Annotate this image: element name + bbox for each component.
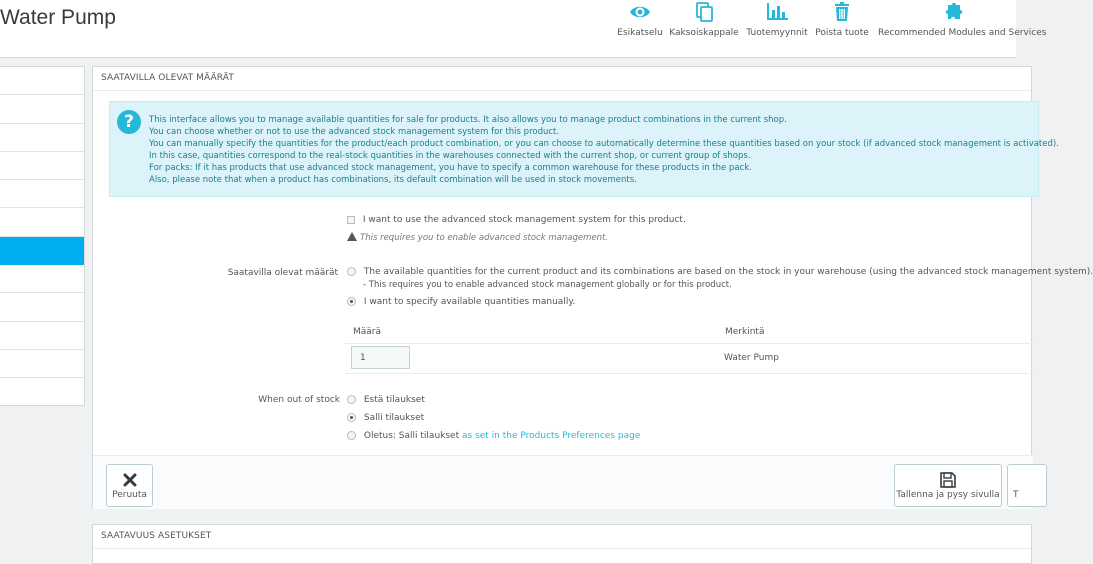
sidebar-item[interactable] bbox=[0, 124, 84, 152]
save-and-stay-button[interactable] bbox=[894, 464, 1002, 507]
close-icon bbox=[122, 472, 138, 488]
sidebar-item[interactable] bbox=[0, 322, 84, 350]
product-sales-label: Tuotemyynnit bbox=[746, 28, 808, 38]
availability-settings-panel bbox=[92, 524, 1032, 564]
cancel-button[interactable] bbox=[106, 464, 153, 507]
preview-label: Esikatselu bbox=[617, 28, 663, 38]
info-line: This interface allows you to manage available quantities for sale for products. It also allows you to manage product combinations in the current shop. bbox=[149, 115, 787, 125]
product-tabs-sidebar bbox=[0, 66, 85, 406]
info-line: You can manually specify the quantities for the product/each product combination, or you can choose to automatically determine these quantities based on your stock (if advanced stock management is activated). bbox=[149, 139, 1059, 150]
column-header-name: Merkintä bbox=[725, 327, 765, 337]
panel-heading: SAATAVILLA OLEVAT MÄÄRÄT bbox=[93, 67, 1031, 91]
info-line: You can choose whether or not to use the advanced stock management system for this product. bbox=[149, 127, 560, 138]
manual-qty-radio[interactable] bbox=[347, 297, 356, 306]
table-divider bbox=[345, 373, 1035, 374]
trash-icon bbox=[830, 1, 854, 23]
page-header bbox=[0, 0, 1047, 58]
sidebar-item[interactable] bbox=[0, 152, 84, 180]
auto-qty-radio[interactable] bbox=[347, 267, 356, 276]
page-title: Water Pump bbox=[0, 6, 116, 29]
save-label: T bbox=[1013, 490, 1019, 500]
sidebar-item[interactable] bbox=[0, 237, 84, 265]
sidebar-item[interactable] bbox=[0, 293, 84, 321]
copy-icon bbox=[692, 1, 716, 23]
eye-icon bbox=[628, 1, 652, 23]
cancel-label: Peruuta bbox=[112, 490, 147, 500]
auto-qty-hint: - This requires you to enable advanced stock management globally or for this product. bbox=[363, 280, 732, 290]
default-orders-radio[interactable] bbox=[347, 431, 356, 440]
duplicate-label: Kaksoiskappale bbox=[669, 28, 739, 38]
default-orders-option[interactable] bbox=[347, 431, 640, 441]
advanced-stock-hint-text: This requires you to enable advanced stock management. bbox=[360, 233, 608, 243]
column-header-quantity: Määrä bbox=[353, 327, 382, 337]
table-cell-name: Water Pump bbox=[724, 353, 779, 363]
info-alert bbox=[109, 101, 1059, 197]
out-of-stock-label: When out of stock bbox=[258, 395, 340, 405]
save-button[interactable] bbox=[1007, 464, 1047, 507]
recommended-modules-button[interactable] bbox=[878, 0, 1047, 44]
advanced-stock-label: I want to use the advanced stock management system for this product. bbox=[362, 215, 686, 225]
advanced-stock-checkbox[interactable] bbox=[347, 216, 355, 224]
delete-product-button[interactable] bbox=[815, 0, 869, 44]
manual-qty-label: I want to specify available quantities manually. bbox=[363, 297, 576, 307]
deny-orders-option[interactable] bbox=[347, 395, 425, 405]
recommended-modules-label: Recommended Modules and Services bbox=[878, 28, 1047, 38]
deny-orders-radio[interactable] bbox=[347, 395, 356, 404]
info-line: Also, please note that when a product has combinations, its default combination will be used in stock movements. bbox=[149, 175, 637, 186]
sidebar-item[interactable] bbox=[0, 67, 84, 95]
available-qty-label: Saatavilla olevat määrät bbox=[227, 268, 338, 278]
default-orders-label: Oletus: Salli tilaukset bbox=[363, 431, 460, 441]
save-and-stay-label: Tallenna ja pysy sivulla bbox=[896, 490, 1000, 500]
save-icon bbox=[939, 471, 957, 489]
bar-chart-icon bbox=[765, 1, 789, 23]
info-text bbox=[149, 114, 1059, 187]
question-icon: ? bbox=[117, 110, 141, 134]
delete-product-label: Poista tuote bbox=[815, 28, 869, 38]
sidebar-item[interactable] bbox=[0, 208, 84, 236]
product-sales-button[interactable] bbox=[746, 0, 808, 44]
sidebar-item[interactable] bbox=[0, 350, 84, 378]
preview-button[interactable] bbox=[617, 0, 663, 44]
info-line: In this case, quantities correspond to the real-stock quantities in the warehouses connected with the current shop, or current group of shops. bbox=[149, 151, 751, 162]
info-line: For packs: If it has products that use advanced stock management, you have to specify a common warehouse for these products in the pack. bbox=[149, 163, 752, 174]
duplicate-button[interactable] bbox=[669, 0, 739, 44]
allow-orders-radio[interactable] bbox=[347, 413, 356, 422]
advanced-stock-hint bbox=[347, 232, 608, 243]
advanced-stock-option[interactable] bbox=[347, 215, 686, 225]
sidebar-item[interactable] bbox=[0, 95, 84, 123]
manual-qty-option[interactable] bbox=[347, 297, 575, 307]
products-preferences-link[interactable]: as set in the Products Preferences page bbox=[462, 431, 641, 441]
allow-orders-label: Salli tilaukset bbox=[363, 413, 425, 423]
auto-qty-label: The available quantities for the current product and its combinations are based on the stock in your warehouse (using the advanced stock management system). bbox=[363, 267, 1093, 277]
available-quantities-panel bbox=[92, 66, 1093, 508]
sidebar-item[interactable] bbox=[0, 265, 84, 293]
panel-footer bbox=[93, 455, 1033, 509]
quantity-input[interactable]: 1 bbox=[351, 346, 410, 369]
deny-orders-label: Estä tilaukset bbox=[363, 395, 425, 405]
allow-orders-option[interactable] bbox=[347, 413, 424, 423]
panel-heading: SAATAVUUS ASETUKSET bbox=[93, 525, 1031, 549]
sidebar-item[interactable] bbox=[0, 180, 84, 208]
puzzle-icon bbox=[934, 1, 974, 23]
warning-icon bbox=[347, 232, 357, 241]
auto-qty-option[interactable] bbox=[347, 267, 1093, 277]
table-divider bbox=[345, 343, 1035, 344]
